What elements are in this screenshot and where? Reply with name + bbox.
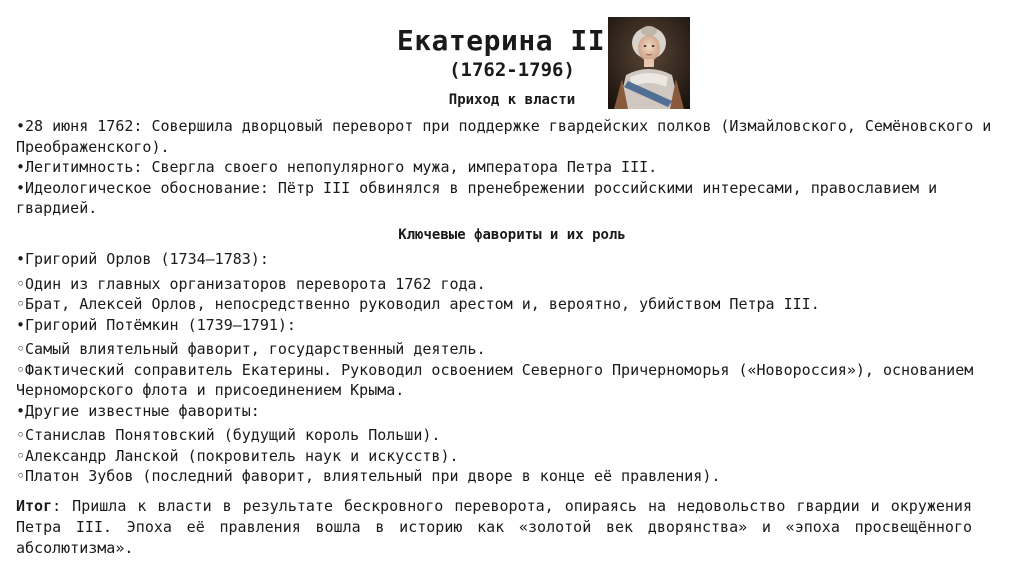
page-title: Екатерина II <box>396 24 606 57</box>
list-item: •Идеологическое обоснование: Пётр III обвинялся в пренебрежении российскими интересами, православием и гвардией. <box>16 178 947 217</box>
rise-to-power-list <box>16 116 1006 219</box>
section-heading-rise-to-power: Приход к власти <box>448 92 576 108</box>
list-subitem: ◦Фактический соправитель Екатерины. Руководил освоением Северного Причерноморья («Новороссия»), основанием Черноморского флота и присоединением Крыма. <box>16 360 983 399</box>
list-item-orlov: •Григорий Орлов (1734–1783): <box>16 250 269 268</box>
summary-text: : Пришла к власти в результате бескровного переворота, опираясь на недовольство гвардии и окружения Петра III. Эпоха её правления вошла в историю как «золотой век дворянства» и «эпоха просвещённого абсолютизма». <box>16 497 972 557</box>
section-heading-favorites: Ключевые фавориты и их роль <box>398 227 626 243</box>
list-subitem: ◦Платон Зубов (последний фаворит, влиятельный при дворе в конце её правления). <box>16 467 721 485</box>
summary-label: Итог <box>16 497 53 515</box>
list-item-others: •Другие известные фавориты: <box>16 401 260 420</box>
list-subitem: ◦Один из главных организаторов переворота 1762 года. <box>16 274 486 293</box>
list-subitem: ◦Самый влиятельный фаворит, государственный деятель. <box>16 340 486 358</box>
list-item: •Легитимность: Свергла своего непопулярного мужа, императора Петра III. <box>16 158 658 176</box>
list-subitem: ◦Александр Ланской (покровитель наук и искусств). <box>16 446 459 465</box>
list-item: •28 июня 1762: Совершила дворцовый переворот при поддержке гвардейских полков (Измайловского, Семёновского и Преображенского). <box>16 117 1001 156</box>
favorites-list <box>16 249 1006 487</box>
list-item-potemkin: •Григорий Потёмкин (1739–1791): <box>16 315 296 334</box>
summary-paragraph <box>16 496 972 559</box>
list-subitem: ◦Брат, Алексей Орлов, непосредственно руководил арестом и, вероятно, убийством Петра III. <box>16 295 820 313</box>
years-subtitle: (1762-1796) <box>449 59 575 81</box>
list-subitem: ◦Станислав Понятовский (будущий король Польши). <box>16 426 441 444</box>
